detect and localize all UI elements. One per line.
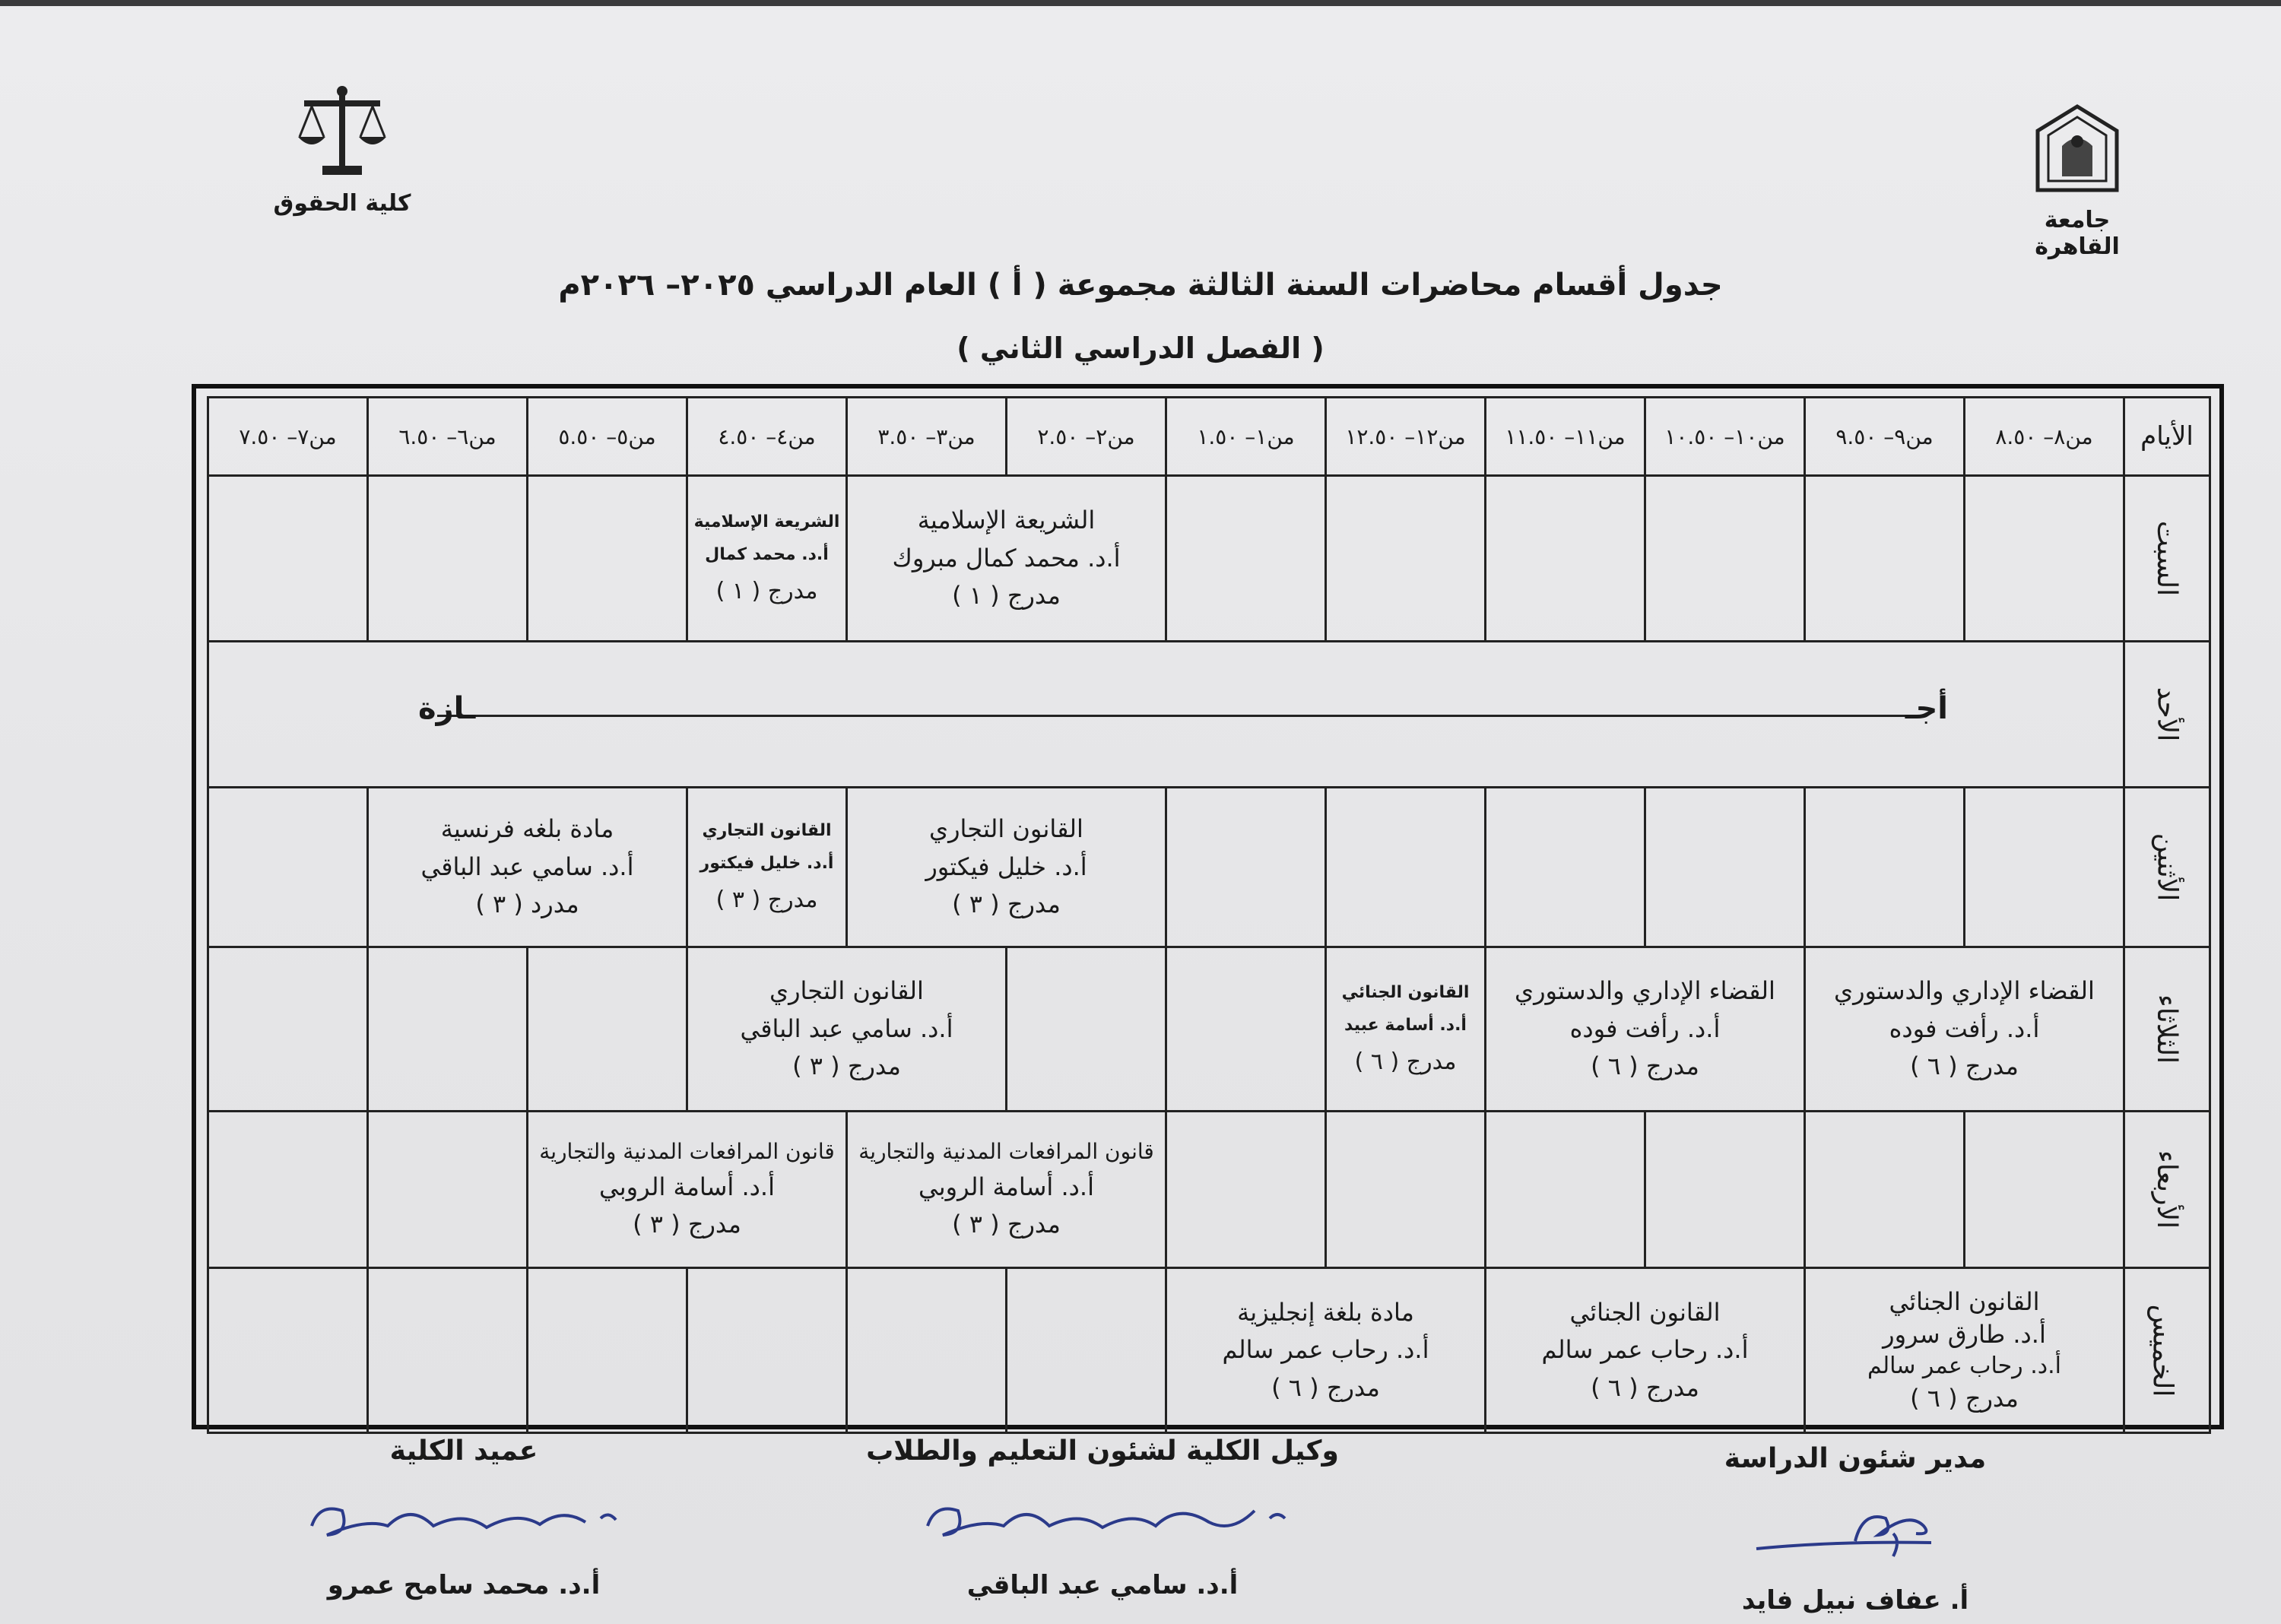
handwritten-signature (1741, 1488, 1969, 1572)
university-name: جامعة القاهرة (2035, 207, 2120, 260)
table-row-monday (208, 788, 2210, 947)
period-header: من١١– ١١.٥٠ (1486, 398, 1645, 476)
session-cell: القانون التجاري أ.د. خليل فيكتور مدرج ( ٣ ) (847, 788, 1166, 947)
session-cell: القانون التجاري أ.د. خليل فيكتور مدرج ( ٣ ) (687, 788, 847, 947)
period-header: من٢– ٢.٥٠ (1007, 398, 1166, 476)
session-cell: مادة بلغه فرنسية أ.د. سامي عبد الباقي مدرد ( ٣ ) (368, 788, 687, 947)
period-header: من٨– ٨.٥٠ (1965, 398, 2124, 476)
signature-role: عميد الكلية (389, 1435, 538, 1467)
period-header: من٥– ٥.٥٠ (528, 398, 687, 476)
university-seal-icon (2032, 100, 2123, 199)
table-row-saturday (208, 476, 2210, 642)
session-cell: قانون المرافعات المدنية والتجارية أ.د. أسامة الروبي مدرج ( ٣ ) (847, 1112, 1166, 1268)
period-header: من١– ١.٥٠ (1166, 398, 1326, 476)
period-header: من٦– ٦.٥٠ (368, 398, 528, 476)
session-cell: القضاء الإداري والدستوري أ.د. رأفت فوده مدرج ( ٦ ) (1486, 947, 1805, 1112)
signature-vice-dean (836, 1435, 1369, 1600)
day-label: الثلاثاء (2124, 947, 2210, 1112)
day-label: الأثنين (2124, 788, 2210, 947)
faculty-logo (266, 84, 418, 217)
schedule-table (207, 396, 2211, 1434)
day-label: الأربعاء (2124, 1112, 2210, 1268)
signature-role: مدير شئون الدراسة (1724, 1443, 1987, 1474)
day-label: الأحد (2124, 642, 2210, 788)
session-cell: مادة بلغة إنجليزية أ.د. رحاب عمر سالم مدرج ( ٦ ) (1166, 1268, 1486, 1433)
period-header: من٩– ٩.٥٠ (1805, 398, 1965, 476)
signature-registrar (1673, 1443, 2038, 1616)
handwritten-signature (297, 1480, 631, 1556)
signature-name: أ.د. محمد سامح عمرو (327, 1570, 601, 1600)
days-header: الأيام (2124, 398, 2210, 476)
scales-of-justice-icon (289, 84, 395, 182)
signature-role: وكيل الكلية لشئون التعليم والطلاب (866, 1435, 1339, 1467)
header-row (208, 398, 2210, 476)
session-cell: القانون الجنائي أ.د. رحاب عمر سالم مدرج ( ٦ ) (1486, 1268, 1805, 1433)
session-cell: القانون الجنائي أ.د. أسامة عبيد مدرج ( ٦ ) (1326, 947, 1486, 1112)
table-row-wednesday (208, 1112, 2210, 1268)
holiday-cell: أجـ ـازة (208, 642, 2124, 788)
signature-name: أ.د. سامي عبد الباقي (966, 1570, 1239, 1600)
session-cell: القانون الجنائي أ.د. طارق سرور أ.د. رحاب عمر سالم مدرج ( ٦ ) (1805, 1268, 2124, 1433)
period-header: من٧– ٧.٥٠ (208, 398, 368, 476)
period-header: من١٢– ١٢.٥٠ (1326, 398, 1486, 476)
handwritten-signature (905, 1480, 1300, 1556)
session-cell: الشريعة الإسلامية أ.د. محمد كمال مدرج ( ١ ) (687, 476, 847, 642)
university-logo (2016, 100, 2138, 260)
day-label: السبت (2124, 476, 2210, 642)
top-edge (0, 0, 2281, 6)
table-row-tuesday (208, 947, 2210, 1112)
table-row-thursday (208, 1268, 2210, 1433)
holiday-line (437, 715, 1910, 717)
page-subtitle: ( الفصل الدراسي الثاني ) (956, 331, 1325, 365)
signature-dean (274, 1435, 654, 1600)
period-header: من١٠– ١٠.٥٠ (1645, 398, 1805, 476)
signature-name: أ. عفاف نبيل فايد (1741, 1585, 1969, 1616)
schedule-frame (192, 384, 2224, 1429)
faculty-name: كلية الحقوق (273, 190, 411, 217)
session-cell: القضاء الإداري والدستوري أ.د. رأفت فوده مدرج ( ٦ ) (1805, 947, 2124, 1112)
period-header: من٤– ٤.٥٠ (687, 398, 847, 476)
period-header: من٣– ٣.٥٠ (847, 398, 1007, 476)
session-cell: قانون المرافعات المدنية والتجارية أ.د. أسامة الروبي مدرج ( ٣ ) (528, 1112, 847, 1268)
session-cell: القانون التجاري أ.د. سامي عبد الباقي مدرج ( ٣ ) (687, 947, 1007, 1112)
page-title: جدول أقسام محاضرات السنة الثالثة مجموعة ( أ ) العام الدراسي ٢٠٢٥– ٢٠٢٦م (558, 268, 1723, 303)
table-row-sunday (208, 642, 2210, 788)
session-cell: الشريعة الإسلامية أ.د. محمد كمال مبروك مدرج ( ١ ) (847, 476, 1166, 642)
day-label: الخميس (2124, 1268, 2210, 1433)
